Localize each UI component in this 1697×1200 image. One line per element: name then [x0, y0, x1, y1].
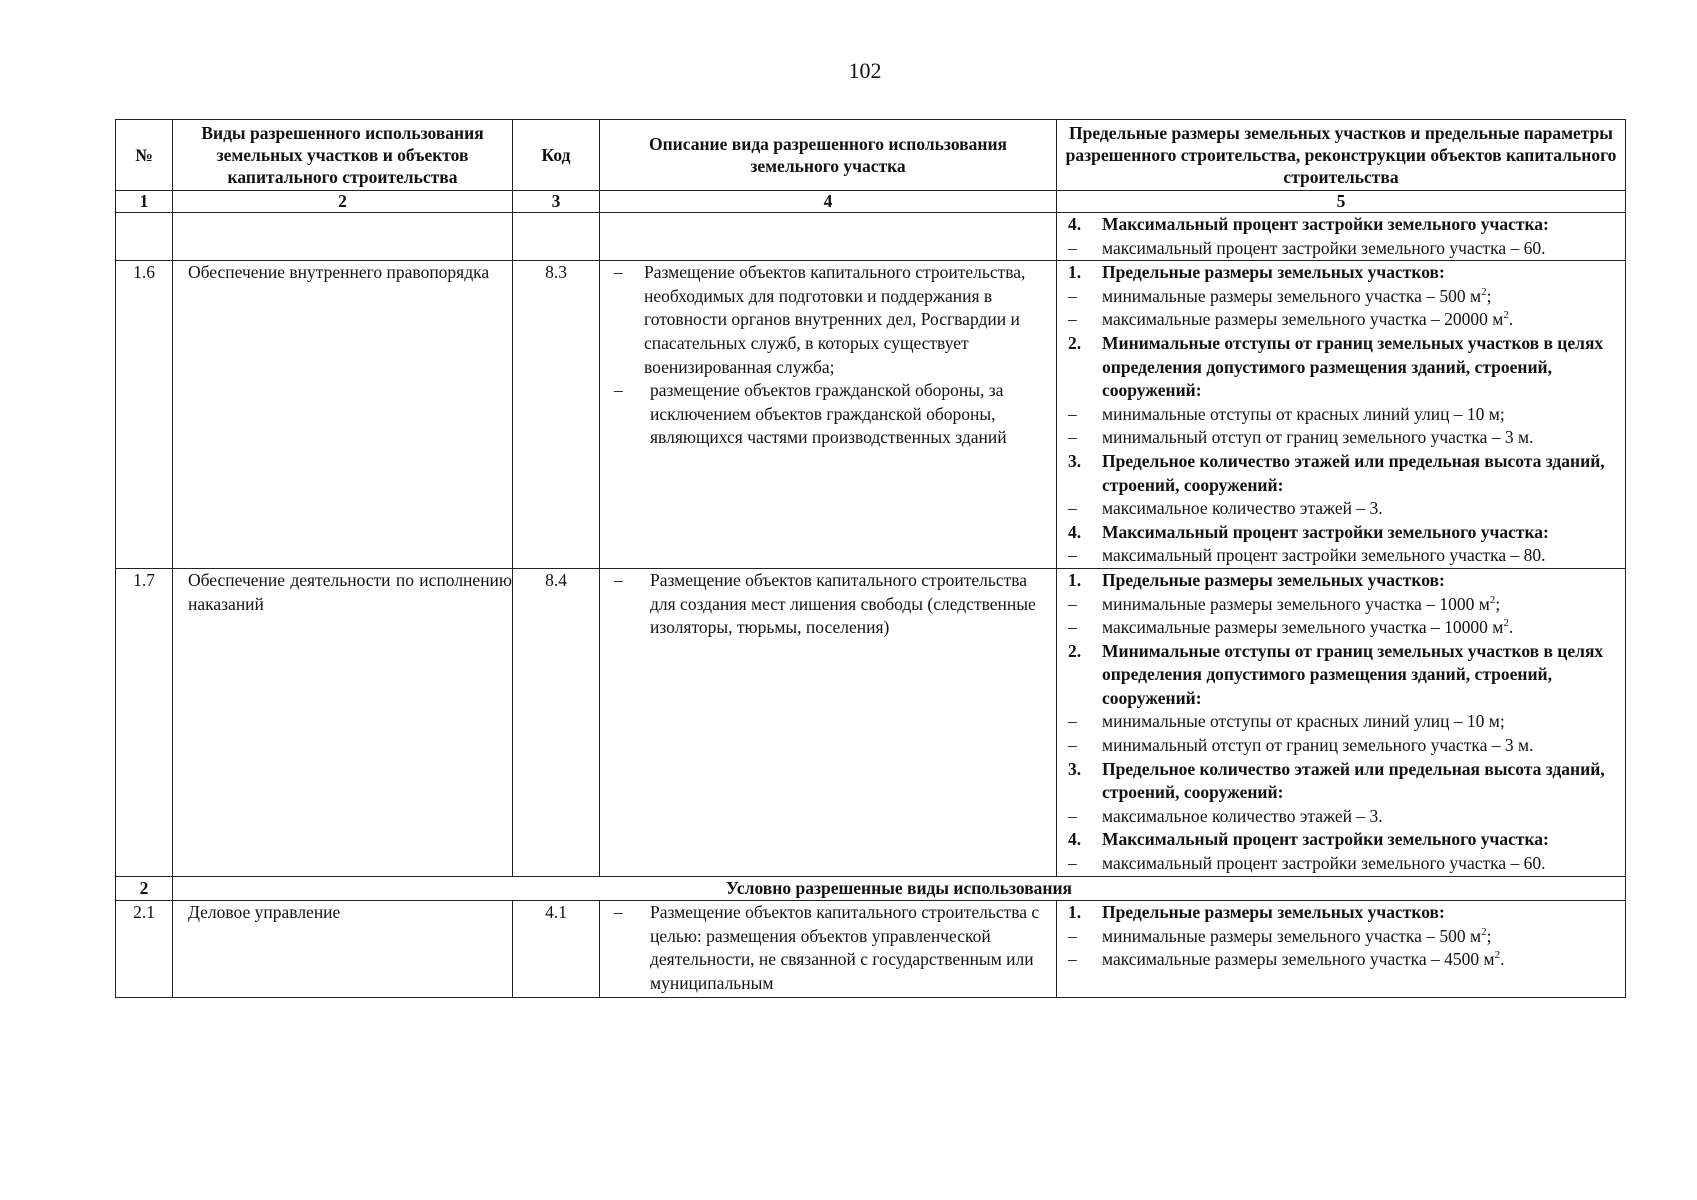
list-text: Размещение объектов капитального строительства с целью: размещения объектов управленческой деятельности, не связанной с государственным или муниципальным	[650, 902, 1040, 993]
list-text: Максимальный процент застройки земельного участка:	[1102, 214, 1549, 234]
column-number: 5	[1057, 191, 1626, 213]
list-marker: 4.	[1068, 214, 1082, 234]
list-marker: 1.	[1068, 902, 1082, 923]
list-marker: 4.	[1068, 521, 1082, 542]
list-text: Предельное количество этажей или предельная высота зданий, строений, сооружений:	[1102, 758, 1605, 803]
table-row	[116, 568, 1626, 876]
list-text: максимальный процент застройки земельного участка – 60.	[1102, 853, 1546, 874]
list-marker: –	[1068, 949, 1077, 970]
list-item	[1061, 497, 1621, 521]
list-text-suffix: ;	[1486, 285, 1492, 306]
column-numbers-row	[116, 191, 1626, 213]
list-text: максимальное количество этажей – 3.	[1102, 498, 1383, 519]
list-marker: –	[1068, 427, 1077, 448]
header-code: Код	[513, 120, 600, 191]
list-item	[1061, 332, 1621, 403]
list-text: Предельные размеры земельных участков:	[1102, 902, 1445, 923]
list-item	[1061, 758, 1621, 805]
list-text: максимальные размеры земельного участка – 4500 м	[1102, 949, 1495, 970]
column-number: 4	[600, 191, 1057, 213]
list-text: Минимальные отступы от границ земельных участков в целях определения допустимого размещения зданий, строений, сооружений:	[1102, 332, 1604, 401]
list-text: Предельные размеры земельных участков:	[1102, 262, 1445, 283]
row-description	[600, 568, 1057, 876]
header-types: Виды разрешенного использования земельных участков и объектов капитального строительства	[173, 120, 513, 191]
list-item	[1061, 569, 1621, 593]
superscript: 2	[1494, 949, 1501, 962]
list-text: максимальные размеры земельного участка – 10000 м	[1102, 617, 1504, 638]
superscript: 2	[1481, 925, 1487, 938]
list-item	[1061, 450, 1621, 497]
table-row	[116, 261, 1626, 569]
list-text: максимальный процент застройки земельного участка – 80.	[1102, 545, 1546, 566]
list-marker: 3.	[1068, 758, 1082, 779]
list-text: Предельное количество этажей или предельная высота зданий, строений, сооружений:	[1102, 450, 1605, 495]
list-item	[1061, 308, 1621, 332]
list-item	[1061, 237, 1621, 261]
list-marker: –	[1068, 309, 1077, 330]
list-item	[1061, 544, 1621, 568]
list-marker: –	[1068, 593, 1077, 614]
column-number: 1	[116, 191, 173, 213]
list-text: размещение объектов гражданской обороны, за исключением объектов гражданской обороны, являющихся частями производственных зданий	[650, 380, 1007, 448]
row-params	[1057, 213, 1626, 261]
list-text: Размещение объектов капитального строительства, необходимых для подготовки и поддержания в готовности органов внутренних дел, Росгвардии и спасательных служб, в которых существует военизированная служба;	[644, 262, 1026, 377]
list-marker: –	[1068, 237, 1077, 258]
list-text: минимальный отступ от границ земельного участка – 3 м.	[1102, 427, 1534, 448]
list-marker: –	[614, 262, 623, 283]
list-marker: –	[1068, 925, 1077, 946]
list-text: минимальный отступ от границ земельного участка – 3 м.	[1102, 735, 1534, 756]
list-item	[1061, 593, 1621, 617]
list-text-suffix: ;	[1486, 925, 1492, 946]
row-code: 8.3	[513, 261, 600, 569]
row-use-type: Обеспечение деятельности по исполнению наказаний	[173, 568, 513, 876]
superscript: 2	[1503, 617, 1509, 630]
list-item	[604, 261, 1052, 379]
list-marker: 2.	[1068, 640, 1082, 661]
list-text: минимальные отступы от красных линий улиц – 10 м;	[1102, 403, 1505, 424]
row-code	[513, 213, 600, 261]
list-text: минимальные отступы от красных линий улиц – 10 м;	[1102, 711, 1505, 732]
list-marker: –	[1068, 498, 1077, 519]
page-number: 102	[848, 58, 882, 83]
row-params	[1057, 901, 1626, 998]
row-description	[600, 213, 1057, 261]
list-text-suffix: ;	[1495, 593, 1501, 614]
list-marker: –	[1068, 285, 1077, 306]
list-text: Предельные размеры земельных участков:	[1102, 569, 1445, 590]
list-marker: –	[1068, 805, 1077, 826]
list-item	[1061, 710, 1621, 734]
row-description	[600, 901, 1057, 998]
list-item	[1061, 925, 1621, 949]
list-item	[1061, 213, 1621, 237]
list-item	[604, 569, 1052, 640]
list-marker: –	[1068, 617, 1077, 638]
header-params: Предельные размеры земельных участков и предельные параметры разрешенного строительства, реконструкции объектов капитального строительства	[1057, 120, 1626, 191]
list-marker: 4.	[1068, 829, 1082, 850]
list-item	[1061, 805, 1621, 829]
list-item	[1061, 640, 1621, 711]
list-text: максимальное количество этажей – 3.	[1102, 805, 1383, 826]
table-row	[116, 901, 1626, 998]
section-title: Условно разрешенные виды использования	[173, 876, 1626, 901]
list-marker: 1.	[1068, 569, 1082, 590]
section-number: 2	[116, 876, 173, 901]
list-text: Размещение объектов капитального строительства для создания мест лишения свободы (следственные изоляторы, тюрьмы, поселения)	[650, 569, 1036, 638]
list-text: Минимальные отступы от границ земельных участков в целях определения допустимого размещения зданий, строений, сооружений:	[1102, 640, 1604, 708]
list-text: минимальные размеры земельного участка – 1000 м	[1102, 593, 1490, 614]
list-item	[1061, 426, 1621, 450]
row-number: 2.1	[116, 901, 173, 998]
column-number: 3	[513, 191, 600, 213]
list-item	[1061, 285, 1621, 309]
list-item	[1061, 616, 1621, 640]
table-row	[116, 213, 1626, 261]
row-use-type	[173, 213, 513, 261]
header-row	[116, 120, 1626, 191]
list-text-suffix: .	[1508, 617, 1514, 638]
row-number: 1.7	[116, 568, 173, 876]
list-text: Максимальный процент застройки земельного участка:	[1102, 521, 1549, 542]
header-num: №	[116, 120, 173, 191]
list-text: Максимальный процент застройки земельного участка:	[1102, 829, 1549, 850]
list-text: минимальные размеры земельного участка – 500 м	[1102, 925, 1482, 946]
row-params	[1057, 568, 1626, 876]
row-code: 4.1	[513, 901, 600, 998]
superscript: 2	[1503, 309, 1509, 322]
row-params	[1057, 261, 1626, 569]
superscript: 2	[1489, 593, 1496, 606]
list-marker: –	[1068, 403, 1077, 424]
row-use-type: Обеспечение внутреннего правопорядка	[173, 261, 513, 569]
section-row	[116, 876, 1626, 901]
list-marker: –	[1068, 853, 1077, 874]
list-marker: –	[614, 569, 623, 590]
list-item	[1061, 901, 1621, 925]
list-item	[1061, 852, 1621, 876]
list-marker: –	[1068, 545, 1077, 566]
list-item	[1061, 734, 1621, 758]
list-item	[604, 379, 1052, 450]
list-marker: –	[614, 902, 623, 923]
row-use-type: Деловое управление	[173, 901, 513, 998]
list-text-suffix: .	[1500, 949, 1505, 970]
land-use-table	[115, 119, 1626, 998]
row-code: 8.4	[513, 568, 600, 876]
list-item	[1061, 948, 1621, 972]
header-description: Описание вида разрешенного использования земельного участка	[600, 120, 1057, 191]
list-item	[1061, 261, 1621, 285]
list-text-suffix: .	[1508, 309, 1514, 330]
column-number: 2	[173, 191, 513, 213]
list-marker: 3.	[1068, 450, 1082, 471]
list-text: максимальный процент застройки земельного участка – 60.	[1102, 237, 1546, 258]
row-description	[600, 261, 1057, 569]
list-marker: 2.	[1068, 332, 1082, 353]
superscript: 2	[1481, 285, 1487, 298]
list-marker: –	[1068, 735, 1077, 756]
row-number	[116, 213, 173, 261]
list-item	[1061, 828, 1621, 852]
list-item	[1061, 403, 1621, 427]
list-marker: –	[614, 380, 623, 401]
list-marker: –	[1068, 711, 1077, 732]
row-number: 1.6	[116, 261, 173, 569]
list-text: максимальные размеры земельного участка – 20000 м	[1102, 309, 1504, 330]
list-text: минимальные размеры земельного участка – 500 м	[1102, 285, 1482, 306]
list-item	[1061, 521, 1621, 545]
list-marker: 1.	[1068, 262, 1082, 283]
list-item	[604, 901, 1052, 995]
